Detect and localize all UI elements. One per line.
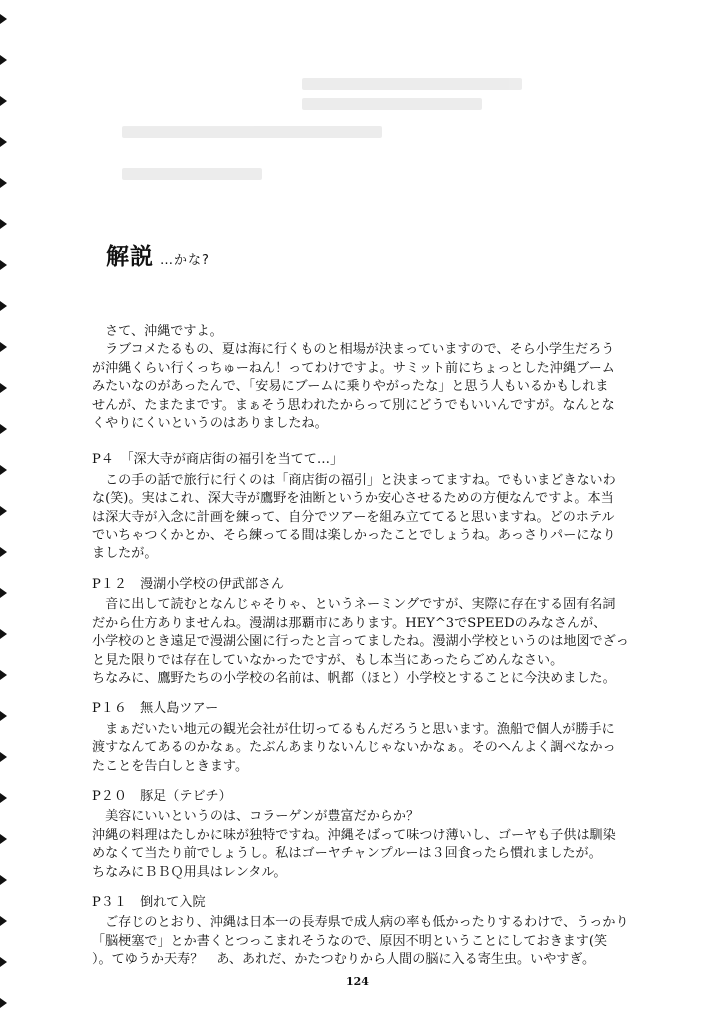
text-line: ご存じのとおり、沖縄は日本一の長寿県で成人病の率も低かったりするわけで、うっかり xyxy=(92,915,629,931)
text-line: たことを告白しときます。 xyxy=(92,758,249,774)
text-line: ましたが。 xyxy=(92,546,158,562)
page-number: 124 xyxy=(346,975,369,988)
heading-title: 解説 xyxy=(106,244,154,270)
binding-mark xyxy=(0,301,7,311)
section-title: P４ 「深大寺が商店街の福引を当てて…」 xyxy=(92,452,344,468)
binding-mark xyxy=(0,875,7,885)
text-line: 沖縄の料理はたしかに味が独特ですね。沖縄そばって味つけ薄いし、ゴーヤも子供は馴染 xyxy=(92,827,616,843)
binding-mark xyxy=(0,465,7,475)
binding-mark xyxy=(0,588,7,598)
binding-mark xyxy=(0,506,7,516)
handwritten-note: …かな? xyxy=(160,253,210,268)
text-line: まぁだいたい地元の観光会社が仕切ってるもんだろうと思います。漁船で個人が勝手に xyxy=(92,721,615,737)
section-title: P３１ 倒れて入院 xyxy=(92,894,206,910)
binding-mark xyxy=(0,793,7,803)
text-line: は深大寺が入念に計画を練って、自分でツアーを組み立ててると思いますね。どのホテル xyxy=(92,509,615,525)
text-line: だから仕方ありませんね。漫湖は那覇市にあります。HEY^3でSPEEDのみなさんが、 xyxy=(92,615,607,631)
binding-edge xyxy=(0,0,10,1024)
show-through-text xyxy=(72,58,672,218)
section-title: P１２ 漫湖小学校の伊武部さん xyxy=(92,576,285,592)
text-line: と見た限りでは存在していなかったですが、もし本当にあったらごめんなさい。 xyxy=(92,652,564,668)
text-line: さて、沖縄ですよ。 xyxy=(92,324,223,339)
binding-mark xyxy=(0,383,7,393)
text-line: ラブコメたるもの、夏は海に行くものと相場が決まっていますので、そら小学生だろう xyxy=(92,342,615,358)
binding-mark xyxy=(0,260,7,270)
binding-mark xyxy=(0,55,7,65)
binding-mark xyxy=(0,998,7,1008)
section-title: P２０ 豚足（テビチ） xyxy=(92,788,232,804)
section-p12 xyxy=(92,576,692,688)
text-line: ）。てゆうか天寿？ あ、あれだ、かたつむりから人間の脳に入る寄生虫。いやすぎ。 xyxy=(92,952,596,968)
text-line: 小学校のとき遠足で漫湖公園に行ったと言ってましたね。漫湖小学校というのは地図でざっ xyxy=(92,634,629,650)
body-text xyxy=(92,323,692,982)
binding-mark xyxy=(0,834,7,844)
section-p16 xyxy=(92,700,692,776)
binding-mark xyxy=(0,547,7,557)
text-line: ちなみに、鷹野たちの小学校の名前は、帆都（ほと）小学校とすることに今決めました。 xyxy=(92,670,616,686)
binding-mark xyxy=(0,137,7,147)
text-line: な(笑)。実はこれ、深大寺が鷹野を油断というか安心させるための方便なんですよ。本当 xyxy=(92,491,614,507)
text-line: めなくて当たり前でしょうし。私はゴーヤチャンプルーは３回食ったら慣れましたが。 xyxy=(92,846,602,862)
section-title: P１６ 無人島ツアー xyxy=(92,701,219,717)
binding-mark xyxy=(0,752,7,762)
text-line: くやりにくいというのはありましたね。 xyxy=(92,416,328,432)
text-line: せんが、たまたまです。まぁそう思われたからって別にどうでもいいんですが。なんとな xyxy=(92,397,615,413)
text-line: みたいなのがあったんで、「安易にブームに乗りやがったな」と思う人もいるかもしれま xyxy=(92,379,609,395)
text-line: 音に出して読むとなんじゃそりゃ、というネーミングですが、実際に存在する固有名詞 xyxy=(92,597,616,613)
binding-mark xyxy=(0,96,7,106)
binding-mark xyxy=(0,14,7,24)
binding-mark xyxy=(0,424,7,434)
binding-mark xyxy=(0,711,7,721)
binding-mark xyxy=(0,629,7,639)
text-line: が沖縄くらい行くっちゅーねん！ってわけですよ。サミット前にちょっとした沖縄ブーム xyxy=(92,360,615,376)
text-line: ちなみにＢＢＱ用具はレンタル。 xyxy=(92,864,287,880)
binding-mark xyxy=(0,178,7,188)
intro-paragraph xyxy=(92,323,692,433)
text-line: 渡すなんてあるのかなぁ。たぶんあまりないんじゃないかなぁ。そのへんよく調べなかっ xyxy=(92,740,616,756)
binding-mark xyxy=(0,342,7,352)
binding-mark xyxy=(0,670,7,680)
text-line: この手の話で旅行に行くのは「商店街の福引」と決まってますね。でもいまどきないわ xyxy=(92,472,616,488)
section-p20 xyxy=(92,788,692,882)
binding-mark xyxy=(0,219,7,229)
section-p31 xyxy=(92,894,692,970)
text-line: でいちゃつくかとか、そら練ってる間は楽しかったことでしょうね。あっさりパーになり xyxy=(92,528,616,544)
text-line: 美容にいいというのは、コラーゲンが豊富だからか？ xyxy=(92,809,420,825)
text-line: 「脳梗塞で」とか書くとつっこまれそうなので、原因不明ということにしておきます(笑 xyxy=(92,933,608,949)
binding-mark xyxy=(0,916,7,926)
binding-mark xyxy=(0,957,7,967)
section-p4 xyxy=(92,451,692,563)
page-heading xyxy=(106,238,210,271)
